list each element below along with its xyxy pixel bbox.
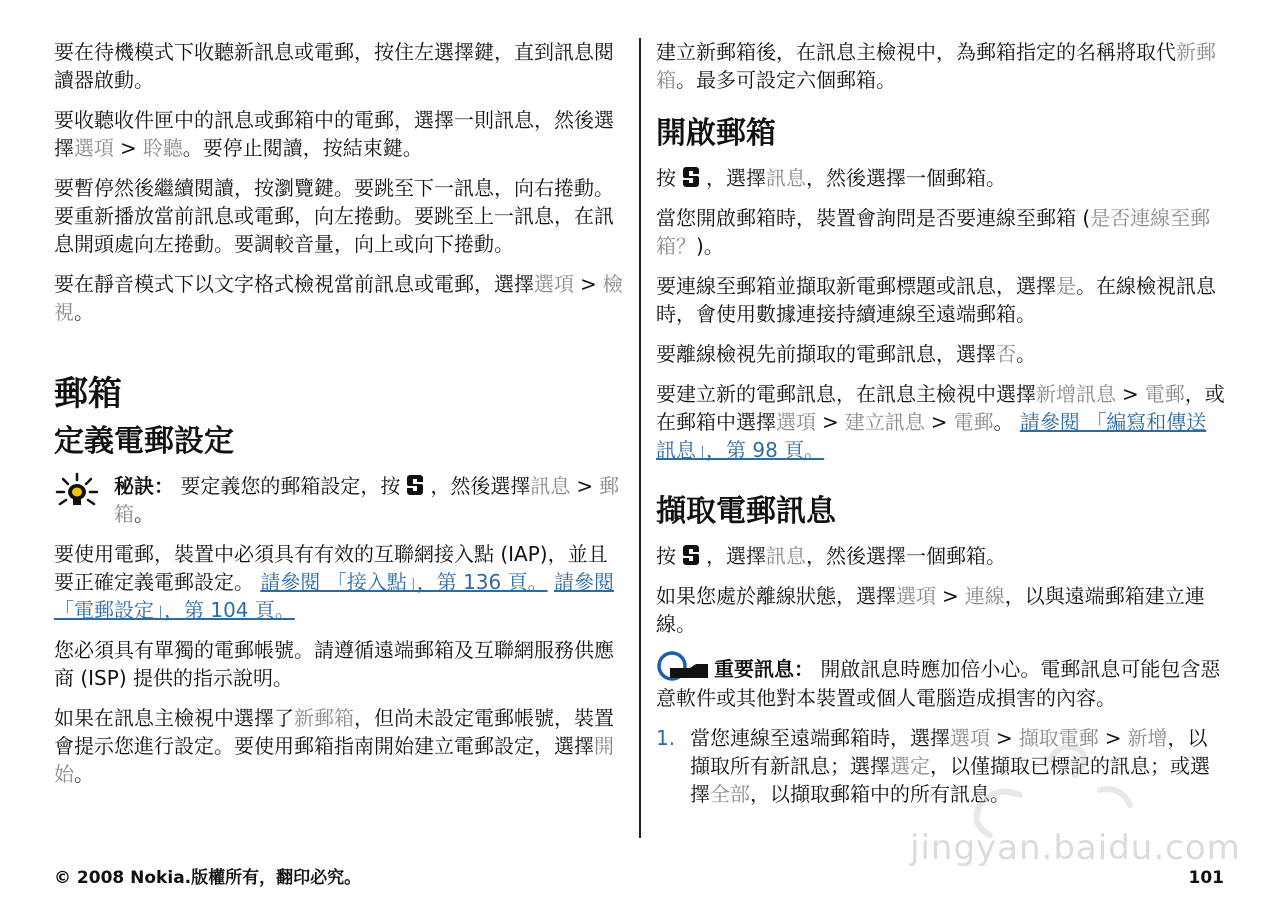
menu-new-mailbox: 新郵箱 [294,706,354,730]
important-notice: 重要訊息： 開啟訊息時應加倍小心。電郵訊息可能包含惡意軟件或其他對本裝置或個人電腦造成損害的內容。 [656,650,1226,712]
footer-copyright: © 2008 Nokia.版權所有，翻印必究。 [54,868,362,888]
para-connect-prompt: 當您開啟郵箱時，裝置會詢問是否要連線至郵箱 (是否連線至郵箱？)。 [656,206,1211,258]
menu-messages: 訊息 [766,544,806,568]
link-write-send[interactable]: 請參閱 「編寫和傳送訊息」，第 98 頁。 [656,410,1207,462]
para-open-press: 按 ，選擇訊息，然後選擇一個郵箱。 [656,166,1006,190]
menu-email: 電郵 [1144,382,1185,406]
menu-new: 新增 [1127,726,1168,750]
menu-options: 選項 [950,726,990,750]
tip-text: 秘訣： 要定義您的郵箱設定，按 ，然後選擇訊息 > 郵箱。 [114,474,620,526]
step-number: 1. [656,726,676,750]
menu-new-message: 新增訊息 [1036,382,1116,406]
para-email-account: 您必須具有單獨的電郵帳號。請遵循遠端郵箱及互聯網服務供應商 (ISP) 提供的指示說明。 [54,638,614,690]
menu-listen: 聆聽 [142,136,183,160]
para-create-email: 要建立新的電郵訊息，在訊息主檢視中選擇新增訊息 > 電郵，或在郵箱中選擇選項 > 建立訊息 > 電郵。 請參閱 「編寫和傳送訊息」，第 98 頁。 [656,382,1225,462]
subheading-define-email: 定義電郵設定 [54,424,234,459]
link-email-settings[interactable]: 請參閱 「電郵設定」，第 104 頁。 [54,570,614,622]
menu-all: 全部 [710,782,750,806]
tip-box [54,472,624,528]
menu-start: 開始 [54,734,614,786]
important-notice-icon [656,650,714,684]
menu-yes: 是 [1056,274,1076,298]
link-access-point[interactable]: 請參閱 「接入點」，第 136 頁。 [260,570,548,594]
menu-no: 否 [996,342,1016,366]
para-listen-standby: 要在待機模式下收聽新訊息或電郵，按住左選擇鍵，直到訊息閱讀器啟動。 [54,40,614,92]
important-label: 重要訊息： [714,657,814,681]
menu-selected: 選定 [890,754,930,778]
subheading-open-mailbox: 開啟郵箱 [656,116,776,151]
watermark-text: jingyan.baidu.com [910,828,1241,868]
column-divider [639,38,641,838]
subheading-fetch-email: 擷取電郵訊息 [656,494,836,529]
menu-email: 電郵 [953,410,994,434]
page-number: 101 [1188,868,1224,888]
fetch-steps-list [656,724,1226,808]
menu-view: 檢視 [54,272,623,324]
para-pause-resume: 要暫停然後繼續閱讀，按瀏覽鍵。要跳至下一訊息，向右捲動。要重新播放當前訊息或電郵，向左捲動。要跳至上一訊息，在訊息開頭處向左捲動。要調較音量，向上或向下捲動。 [54,176,614,256]
para-offline-no: 要離線檢視先前擷取的電郵訊息，選擇否。 [656,342,1036,366]
menu-new-mailbox: 新郵箱 [656,40,1216,92]
menu-options: 選項 [896,584,936,608]
menu-key-icon [680,543,702,567]
menu-connect-prompt: 是否連線至郵箱？ [656,206,1211,258]
list-item [656,724,1226,808]
para-mailbox-name: 建立新郵箱後，在訊息主檢視中，為郵箱指定的名稱將取代新郵箱。最多可設定六個郵箱。 [656,40,1216,92]
menu-key-icon [404,473,426,497]
tip-bulb-icon [54,472,100,512]
para-connect-yes: 要連線至郵箱並擷取新電郵標題或訊息，選擇是。在線檢視訊息時，會使用數據連接持續連線至遠端郵箱。 [656,274,1216,326]
menu-fetch-email: 擷取電郵 [1018,726,1099,750]
menu-options: 選項 [74,136,114,160]
section-heading-mailbox: 郵箱 [54,374,122,414]
menu-options: 選項 [776,410,816,434]
menu-connect: 連線 [964,584,1005,608]
para-new-mailbox: 如果在訊息主檢視中選擇了新郵箱，但尚未設定電郵帳號，裝置會提示您進行設定。要使用郵箱指南開始建立電郵設定，選擇開始。 [54,706,614,786]
para-listen-inbox: 要收聽收件匣中的訊息或郵箱中的電郵，選擇一則訊息，然後選擇選項 > 聆聽。要停止閱讀，按結束鍵。 [54,108,614,160]
right-column [656,38,1226,808]
para-fetch-press: 按 ，選擇訊息，然後選擇一個郵箱。 [656,544,1006,568]
left-column [54,38,624,800]
step-text: 當您連線至遠端郵箱時，選擇選項 > 擷取電郵 > 新增，以擷取所有新訊息；選擇選定，以僅擷取已標記的訊息；或選擇全部，以擷取郵箱中的所有訊息。 [690,726,1210,806]
menu-key-icon [680,165,702,189]
menu-create-message: 建立訊息 [844,410,925,434]
menu-messages: 訊息 [766,166,806,190]
menu-messages: 訊息 [530,474,571,498]
para-silent-mode: 要在靜音模式下以文字格式檢視當前訊息或電郵，選擇選項 > 檢視。 [54,272,623,324]
para-offline-connect: 如果您處於離線狀態，選擇選項 > 連線，以與遠端郵箱建立連線。 [656,584,1205,636]
menu-options: 選項 [534,272,574,296]
menu-mailbox: 郵箱 [114,474,620,526]
para-iap: 要使用電郵，裝置中必須具有有效的互聯網接入點 (IAP)，並且要正確定義電郵設定。 請參閱 「接入點」，第 136 頁。 請參閱 「電郵設定」，第 104 頁。 [54,542,614,622]
tip-label: 秘訣： [114,474,174,498]
